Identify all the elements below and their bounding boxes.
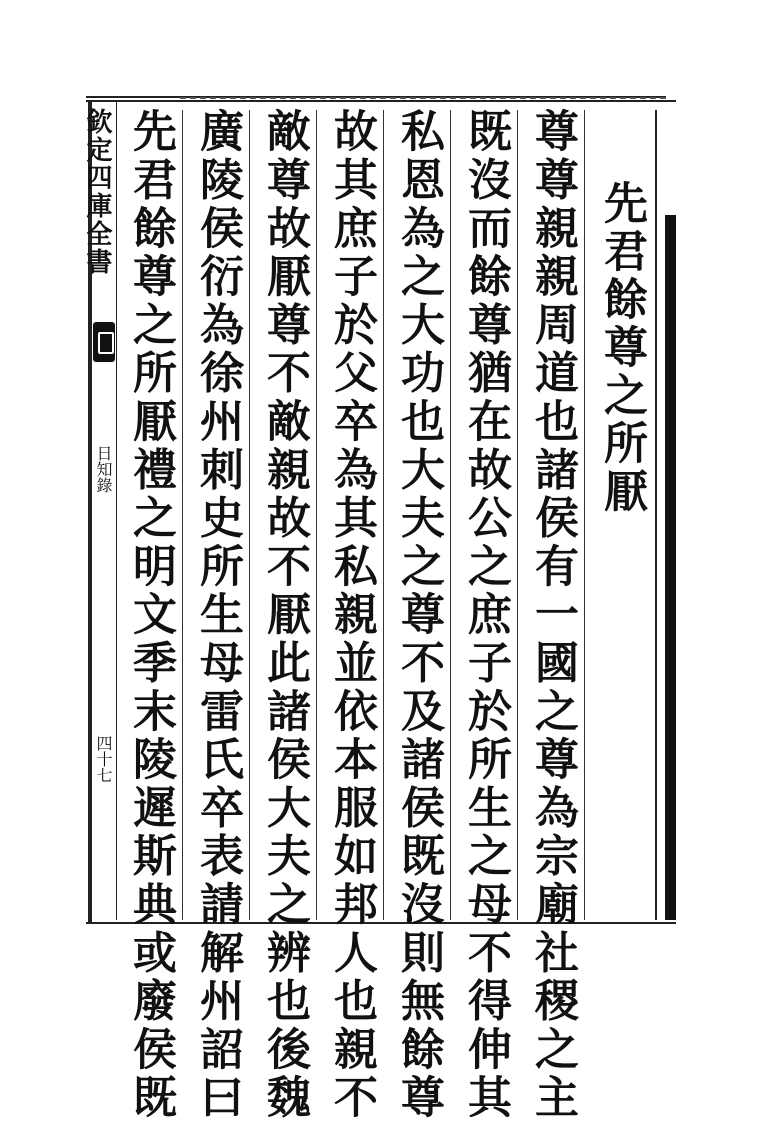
frame-right-thick-border bbox=[665, 215, 676, 920]
column-divider bbox=[182, 110, 183, 920]
text-column-1: 尊尊親親周道也諸侯有一國之尊為宗廟社稷之主 bbox=[527, 108, 578, 1122]
column-divider bbox=[517, 110, 518, 920]
fishtail-mark-icon bbox=[93, 322, 115, 362]
text-column-7: 先君餘尊之所厭禮之明文季末陵遲斯典或廢侯既 bbox=[125, 108, 176, 1122]
text-column-2: 既沒而餘尊猶在故公之庶子於所生之母不得伸其 bbox=[460, 108, 511, 1122]
spine-title: 欽定四庫全書 bbox=[82, 108, 112, 276]
top-dashed-rule bbox=[180, 97, 666, 99]
text-column-5: 敵尊故厭尊不敵親故不厭此諸侯大夫之辨也後魏 bbox=[259, 108, 310, 1122]
column-divider bbox=[383, 110, 384, 920]
column-divider bbox=[584, 110, 585, 920]
frame-right-border bbox=[655, 110, 657, 920]
spine-book-title: 日知錄 bbox=[94, 445, 113, 493]
spine-page-number: 四十七 bbox=[94, 735, 113, 783]
column-divider bbox=[316, 110, 317, 920]
column-divider bbox=[249, 110, 250, 920]
text-column-4: 故其庶子於父卒為其私親並依本服如邦人也親不 bbox=[326, 108, 377, 1122]
text-column-6: 廣陵侯衍為徐州刺史所生母雷氏卒表請解州詔曰 bbox=[192, 108, 243, 1122]
column-divider bbox=[450, 110, 451, 920]
text-column-3: 私恩為之大功也大夫之尊不及諸侯既沒則無餘尊 bbox=[393, 108, 444, 1122]
section-heading: 先君餘尊之所厭 bbox=[596, 180, 647, 516]
